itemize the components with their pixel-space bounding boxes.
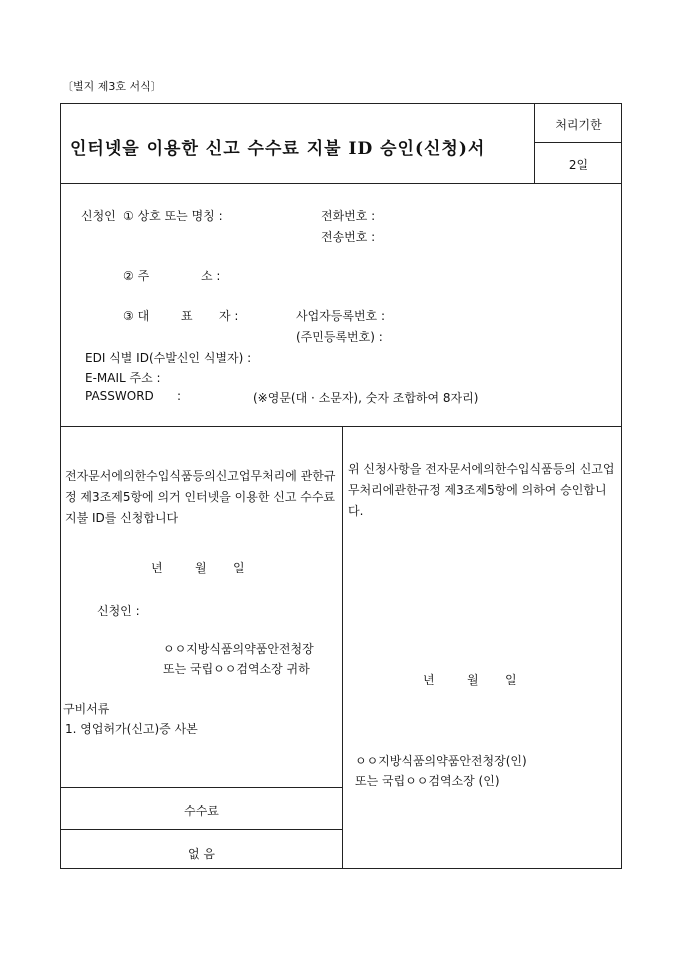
- approval-date-day: 일: [505, 673, 517, 687]
- approver-line-2: 또는 국립ㅇㅇ검역소장 (인): [355, 774, 500, 788]
- approver-line-1: ㅇㅇ지방식품의약품안전청장(인): [355, 754, 527, 768]
- application-date-year: 년: [151, 561, 163, 575]
- applicant-signature: 신청인 :: [97, 604, 140, 618]
- approval-date-month: 월: [467, 673, 479, 687]
- address-field-colon: 소 :: [201, 269, 221, 283]
- application-date-month: 월: [195, 561, 207, 575]
- applicant-bottom-line: [61, 426, 621, 427]
- business-name-field: ① 상호 또는 명칭 :: [123, 209, 223, 223]
- processing-period-label: 처리기한: [555, 118, 602, 132]
- address-field: ② 주: [123, 269, 150, 283]
- form-number-label: 〔별지 제3호 서식〕: [62, 80, 162, 93]
- resident-registration-number-field: (주민등록번호) :: [296, 330, 383, 344]
- password-field: PASSWORD: [85, 389, 154, 403]
- approval-date-year: 년: [423, 673, 435, 687]
- application-form: [60, 103, 622, 869]
- fee-value: 없 음: [188, 847, 215, 861]
- email-field: E-MAIL 주소 :: [85, 371, 161, 385]
- representative-field: ③ 대: [123, 309, 150, 323]
- required-documents-item: 1. 영업허가(신고)증 사본: [65, 722, 198, 736]
- approval-statement: 위 신청사항을 전자문서에의한수입식품등의 신고업무처리에관한규정 제3조제5항에 의하여 승인합니다.: [348, 462, 615, 518]
- edi-id-field: EDI 식별 ID(수발신인 식별자) :: [85, 351, 252, 365]
- fee-mid-line: [61, 829, 342, 830]
- representative-field-colon: 자 :: [219, 309, 239, 323]
- password-note: (※영문(대 · 소문자), 숫자 조합하여 8자리): [253, 391, 479, 405]
- form-title: 인터넷을 이용한 신고 수수료 지불 ID 승인(신청)서: [70, 139, 486, 159]
- representative-field-mid: 표: [181, 309, 193, 323]
- application-statement: 전자문서에의한수입식품등의신고업무처리에 관한규정 제3조제5항에 의거 인터넷을 이용한 신고 수수료 지불 ID를 신청합니다: [65, 469, 336, 525]
- phone-number-field: 전화번호 :: [321, 209, 376, 223]
- application-date-day: 일: [233, 561, 245, 575]
- processing-period-value: 2일: [568, 158, 589, 172]
- applicant-label: 신청인: [81, 209, 116, 223]
- processing-divider: [534, 142, 622, 143]
- required-documents-title: 구비서류: [63, 702, 110, 716]
- center-divider: [342, 426, 343, 868]
- password-field-colon: :: [177, 389, 182, 403]
- fax-number-field: 전송번호 :: [321, 230, 376, 244]
- fee-label: 수수료: [184, 804, 219, 818]
- addressee-line-1: ㅇㅇ지방식품의약품안전청장: [163, 642, 314, 656]
- title-bottom-line: [61, 183, 621, 184]
- addressee-line-2: 또는 국립ㅇㅇ검역소장 귀하: [163, 662, 310, 676]
- business-registration-number-field: 사업자등록번호 :: [296, 309, 386, 323]
- fee-top-line: [61, 787, 342, 788]
